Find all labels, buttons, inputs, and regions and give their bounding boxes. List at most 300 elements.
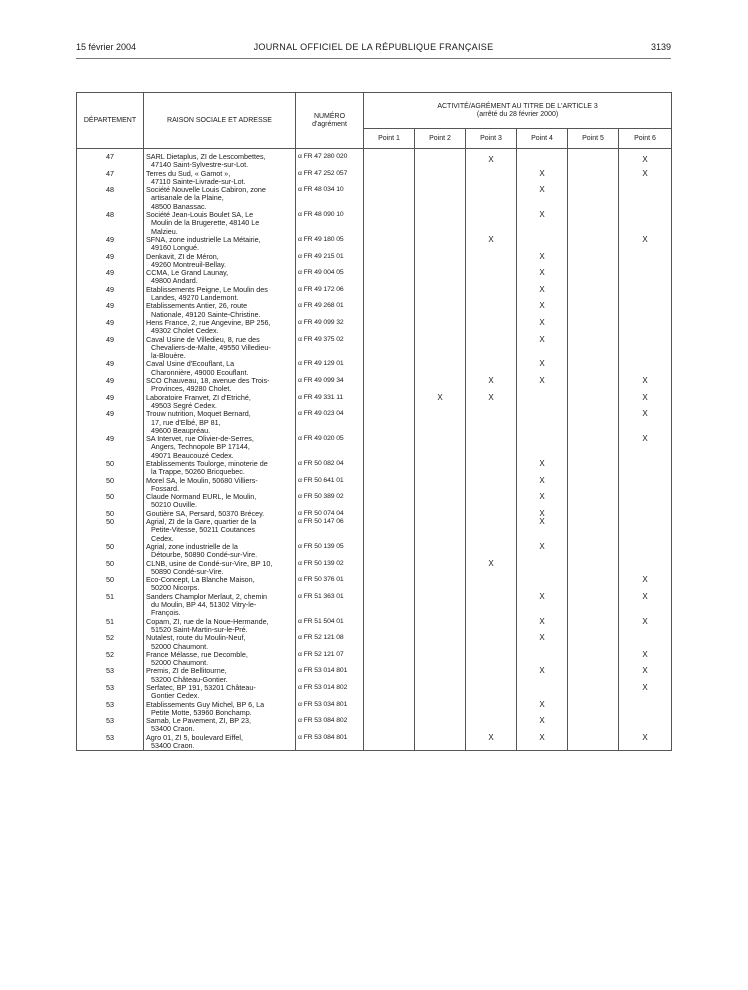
point-2-cell bbox=[415, 360, 466, 377]
address-line: Serfatec, BP 191, 53201 Château- bbox=[146, 684, 256, 692]
departement-cell: 50 bbox=[77, 460, 144, 477]
table-body bbox=[77, 149, 672, 751]
table-row bbox=[77, 186, 672, 211]
point-2-cell bbox=[415, 286, 466, 303]
x-mark: X bbox=[642, 592, 648, 601]
x-mark: X bbox=[539, 360, 545, 369]
raison-sociale-cell bbox=[144, 576, 296, 593]
raison-sociale-cell bbox=[144, 286, 296, 303]
raison-sociale-cell bbox=[144, 493, 296, 510]
point-3-cell bbox=[466, 236, 517, 253]
point-6-cell bbox=[619, 510, 672, 518]
point-4-cell bbox=[517, 510, 568, 518]
point-5-cell bbox=[568, 360, 619, 377]
raison-sociale-cell bbox=[144, 518, 296, 543]
point-5-cell bbox=[568, 286, 619, 303]
departement-cell: 50 bbox=[77, 560, 144, 577]
point-4-cell bbox=[517, 667, 568, 684]
point-6-cell bbox=[619, 302, 672, 319]
point-3-cell bbox=[466, 576, 517, 593]
address-line: 47110 Sainte-Livrade-sur-Lot. bbox=[151, 176, 246, 186]
x-mark: X bbox=[539, 459, 545, 468]
x-mark: X bbox=[539, 335, 545, 344]
raison-sociale-cell bbox=[144, 269, 296, 286]
numero-agrement-cell: α FR 50 139 02 bbox=[296, 560, 364, 577]
table-row bbox=[77, 667, 672, 684]
point-3-cell bbox=[466, 477, 517, 494]
point-4-cell bbox=[517, 253, 568, 270]
x-mark: X bbox=[539, 717, 545, 726]
x-mark: X bbox=[488, 155, 494, 164]
point-6-cell bbox=[619, 618, 672, 635]
address-line: Claude Normand EURL, le Moulin, bbox=[146, 493, 257, 502]
address-line: 52000 Chaumont. bbox=[151, 658, 209, 668]
point-2-cell bbox=[415, 701, 466, 718]
point-6-cell bbox=[619, 634, 672, 651]
col-header-point: Point 5 bbox=[568, 129, 619, 149]
x-mark: X bbox=[488, 377, 494, 386]
departement-cell: 51 bbox=[77, 593, 144, 618]
address-line: SARL Dietaplus, ZI de Lescombettes, bbox=[146, 152, 266, 161]
point-6-cell bbox=[619, 394, 672, 411]
point-1-cell bbox=[364, 667, 415, 684]
point-6-cell bbox=[619, 543, 672, 560]
address-line: Caval Usine d'Ecouflant, La bbox=[146, 360, 235, 369]
point-5-cell bbox=[568, 734, 619, 751]
departement-cell: 50 bbox=[77, 477, 144, 494]
address-line: Agrial, zone industrielle de la bbox=[146, 542, 238, 551]
numero-agrement-cell: α FR 51 504 01 bbox=[296, 618, 364, 635]
raison-sociale-cell bbox=[144, 651, 296, 668]
departement-cell: 49 bbox=[77, 302, 144, 319]
address-line: Goutière SA, Persard, 50370 Brécey. bbox=[146, 509, 265, 518]
point-3-cell bbox=[466, 518, 517, 543]
point-5-cell bbox=[568, 269, 619, 286]
point-1-cell bbox=[364, 684, 415, 701]
raison-sociale-cell bbox=[144, 543, 296, 560]
address-line: 53400 Craon. bbox=[151, 741, 195, 751]
point-6-cell bbox=[619, 518, 672, 543]
address-line: Samab, Le Pavement, ZI, BP 23, bbox=[146, 717, 251, 726]
x-mark: X bbox=[539, 700, 545, 709]
numero-agrement-cell: α FR 51 363 01 bbox=[296, 593, 364, 618]
raison-sociale-cell bbox=[144, 510, 296, 518]
address-line: 48500 Banassac. bbox=[151, 201, 207, 211]
point-1-cell bbox=[364, 717, 415, 734]
table-row bbox=[77, 701, 672, 718]
point-1-cell bbox=[364, 360, 415, 377]
point-3-cell bbox=[466, 394, 517, 411]
raison-sociale-cell bbox=[144, 717, 296, 734]
x-mark: X bbox=[539, 542, 545, 551]
point-3-cell bbox=[466, 435, 517, 460]
point-5-cell bbox=[568, 510, 619, 518]
x-mark: X bbox=[539, 285, 545, 294]
point-4-cell bbox=[517, 477, 568, 494]
point-4-cell bbox=[517, 717, 568, 734]
point-3-cell bbox=[466, 302, 517, 319]
numero-agrement-cell: α FR 50 376 01 bbox=[296, 576, 364, 593]
departement-cell: 48 bbox=[77, 211, 144, 236]
x-mark: X bbox=[539, 211, 545, 220]
point-6-cell bbox=[619, 410, 672, 435]
point-2-cell bbox=[415, 269, 466, 286]
col-header-point: Point 2 bbox=[415, 129, 466, 149]
point-6-cell bbox=[619, 170, 672, 187]
point-5-cell bbox=[568, 460, 619, 477]
address-line: 47140 Saint-Sylvestre-sur-Lot. bbox=[151, 160, 249, 170]
point-3-cell bbox=[466, 211, 517, 236]
departement-cell: 50 bbox=[77, 510, 144, 518]
point-6-cell bbox=[619, 734, 672, 751]
point-1-cell bbox=[364, 543, 415, 560]
address-line: Eco-Concept, La Blanche Maison, bbox=[146, 576, 255, 585]
point-3-cell bbox=[466, 543, 517, 560]
table-row bbox=[77, 460, 672, 477]
raison-sociale-cell bbox=[144, 253, 296, 270]
point-4-cell bbox=[517, 410, 568, 435]
point-1-cell bbox=[364, 410, 415, 435]
point-6-cell bbox=[619, 560, 672, 577]
address-line: Nutalest, route du Moulin-Neuf, bbox=[146, 634, 246, 643]
point-2-cell bbox=[415, 377, 466, 394]
point-6-cell bbox=[619, 435, 672, 460]
point-4-cell bbox=[517, 336, 568, 361]
point-1-cell bbox=[364, 618, 415, 635]
point-6-cell bbox=[619, 377, 672, 394]
address-line: CLNB, usine de Condé-sur-Vire, BP 10, bbox=[146, 559, 273, 568]
raison-sociale-cell bbox=[144, 394, 296, 411]
table-row bbox=[77, 394, 672, 411]
point-3-cell bbox=[466, 684, 517, 701]
x-mark: X bbox=[642, 235, 648, 244]
point-2-cell bbox=[415, 186, 466, 211]
point-2-cell bbox=[415, 170, 466, 187]
address-line: la-Blouère. bbox=[151, 351, 186, 361]
point-1-cell bbox=[364, 734, 415, 751]
table-row bbox=[77, 510, 672, 518]
departement-cell: 47 bbox=[77, 149, 144, 170]
point-6-cell bbox=[619, 684, 672, 701]
departement-cell: 50 bbox=[77, 493, 144, 510]
point-6-cell bbox=[619, 460, 672, 477]
raison-sociale-cell bbox=[144, 186, 296, 211]
point-5-cell bbox=[568, 435, 619, 460]
departement-cell: 49 bbox=[77, 236, 144, 253]
point-1-cell bbox=[364, 477, 415, 494]
col-header-point: Point 1 bbox=[364, 129, 415, 149]
address-line: Terres du Sud, « Gamot », bbox=[146, 169, 231, 178]
point-1-cell bbox=[364, 634, 415, 651]
numero-agrement-cell: α FR 48 090 10 bbox=[296, 211, 364, 236]
point-5-cell bbox=[568, 593, 619, 618]
address-line: Sanders Champlor Merlaut, 2, chemin bbox=[146, 592, 268, 601]
col-header-raison-sociale: RAISON SOCIALE ET ADRESSE bbox=[144, 93, 296, 149]
address-line: 51520 Saint-Martin-sur-le-Pré. bbox=[151, 624, 248, 634]
table-row bbox=[77, 477, 672, 494]
address-line: 53200 Château-Gontier. bbox=[151, 674, 228, 684]
numero-agrement-cell: α FR 52 121 08 bbox=[296, 634, 364, 651]
address-line: Petite Motte, 53960 Bonchamp. bbox=[151, 707, 252, 717]
x-mark: X bbox=[539, 269, 545, 278]
address-line: Landes, 49270 Landemont. bbox=[151, 293, 239, 303]
departement-cell: 53 bbox=[77, 667, 144, 684]
point-2-cell bbox=[415, 560, 466, 577]
point-6-cell bbox=[619, 253, 672, 270]
raison-sociale-cell bbox=[144, 149, 296, 170]
point-6-cell bbox=[619, 319, 672, 336]
address-line: Société Jean-Louis Boulet SA, Le bbox=[146, 211, 254, 220]
point-3-cell bbox=[466, 410, 517, 435]
numero-agrement-cell: α FR 49 099 34 bbox=[296, 377, 364, 394]
address-line: Moulin de la Brugerette, 48140 Le bbox=[151, 218, 260, 228]
raison-sociale-cell bbox=[144, 319, 296, 336]
address-line: 52000 Chaumont. bbox=[151, 641, 209, 651]
point-4-cell bbox=[517, 319, 568, 336]
point-3-cell bbox=[466, 493, 517, 510]
table-row bbox=[77, 410, 672, 435]
point-3-cell bbox=[466, 253, 517, 270]
point-6-cell bbox=[619, 186, 672, 211]
table-row bbox=[77, 717, 672, 734]
address-line: SCO Chauveau, 18, avenue des Trois- bbox=[146, 377, 270, 386]
numero-agrement-cell: α FR 50 641 01 bbox=[296, 477, 364, 494]
address-line: Charonnière, 49000 Ecouflant. bbox=[151, 367, 249, 377]
table-row bbox=[77, 493, 672, 510]
point-5-cell bbox=[568, 651, 619, 668]
table-row bbox=[77, 593, 672, 618]
point-2-cell bbox=[415, 493, 466, 510]
address-line: Laboratoire Franvet, ZI d'Etriché, bbox=[146, 393, 251, 402]
point-6-cell bbox=[619, 360, 672, 377]
activite-header-line: (arrêté du 28 février 2000) bbox=[476, 110, 559, 118]
table-header bbox=[77, 93, 672, 149]
point-5-cell bbox=[568, 410, 619, 435]
point-6-cell bbox=[619, 576, 672, 593]
point-1-cell bbox=[364, 651, 415, 668]
point-6-cell bbox=[619, 211, 672, 236]
point-2-cell bbox=[415, 684, 466, 701]
point-4-cell bbox=[517, 684, 568, 701]
point-6-cell bbox=[619, 477, 672, 494]
point-1-cell bbox=[364, 302, 415, 319]
x-mark: X bbox=[539, 252, 545, 261]
address-line: 50210 Ouville. bbox=[151, 500, 197, 510]
table-row bbox=[77, 302, 672, 319]
x-mark: X bbox=[539, 518, 545, 527]
point-4-cell bbox=[517, 186, 568, 211]
point-2-cell bbox=[415, 734, 466, 751]
departement-cell: 53 bbox=[77, 734, 144, 751]
numero-agrement-cell: α FR 50 139 05 bbox=[296, 543, 364, 560]
point-2-cell bbox=[415, 394, 466, 411]
numero-agrement-cell: α FR 52 121 07 bbox=[296, 651, 364, 668]
x-mark: X bbox=[642, 667, 648, 676]
raison-sociale-cell bbox=[144, 460, 296, 477]
departement-cell: 49 bbox=[77, 410, 144, 435]
raison-sociale-cell bbox=[144, 377, 296, 394]
point-3-cell bbox=[466, 149, 517, 170]
point-1-cell bbox=[364, 493, 415, 510]
table-row bbox=[77, 377, 672, 394]
point-3-cell bbox=[466, 269, 517, 286]
point-5-cell bbox=[568, 560, 619, 577]
address-line: Hens France, 2, rue Angevine, BP 256, bbox=[146, 318, 271, 327]
address-line: Cedex. bbox=[151, 533, 174, 543]
point-6-cell bbox=[619, 336, 672, 361]
address-line: 50890 Condé-sur-Vire. bbox=[151, 566, 224, 576]
point-5-cell bbox=[568, 684, 619, 701]
x-mark: X bbox=[539, 667, 545, 676]
point-1-cell bbox=[364, 435, 415, 460]
numero-agrement-cell: α FR 49 023 04 bbox=[296, 410, 364, 435]
address-line: Copam, ZI, rue de la Noue-Hermande, bbox=[146, 617, 269, 626]
point-6-cell bbox=[619, 593, 672, 618]
numero-header-line: d'agrément bbox=[312, 120, 347, 128]
point-1-cell bbox=[364, 460, 415, 477]
point-2-cell bbox=[415, 543, 466, 560]
x-mark: X bbox=[539, 617, 545, 626]
point-2-cell bbox=[415, 477, 466, 494]
point-5-cell bbox=[568, 253, 619, 270]
departement-cell: 49 bbox=[77, 360, 144, 377]
point-1-cell bbox=[364, 186, 415, 211]
x-mark: X bbox=[539, 634, 545, 643]
departement-cell: 52 bbox=[77, 634, 144, 651]
point-4-cell bbox=[517, 576, 568, 593]
table-row bbox=[77, 319, 672, 336]
point-1-cell bbox=[364, 236, 415, 253]
point-3-cell bbox=[466, 319, 517, 336]
point-3-cell bbox=[466, 170, 517, 187]
numero-agrement-cell: α FR 50 074 04 bbox=[296, 510, 364, 518]
numero-agrement-cell: α FR 53 084 802 bbox=[296, 717, 364, 734]
point-6-cell bbox=[619, 667, 672, 684]
point-1-cell bbox=[364, 510, 415, 518]
point-4-cell bbox=[517, 543, 568, 560]
point-5-cell bbox=[568, 149, 619, 170]
point-6-cell bbox=[619, 149, 672, 170]
departement-cell: 53 bbox=[77, 684, 144, 701]
table-row bbox=[77, 560, 672, 577]
x-mark: X bbox=[539, 318, 545, 327]
numero-agrement-cell: α FR 50 147 06 bbox=[296, 518, 364, 543]
publication-date: 15 février 2004 bbox=[76, 42, 137, 52]
address-line: CCMA, Le Grand Launay, bbox=[146, 269, 229, 278]
point-3-cell bbox=[466, 377, 517, 394]
point-2-cell bbox=[415, 435, 466, 460]
x-mark: X bbox=[488, 393, 494, 402]
point-6-cell bbox=[619, 286, 672, 303]
x-mark: X bbox=[642, 617, 648, 626]
activite-header-line: ACTIVITÉ/AGRÉMENT AU TITRE DE L'ARTICLE 3 bbox=[437, 102, 598, 110]
point-5-cell bbox=[568, 236, 619, 253]
x-mark: X bbox=[488, 235, 494, 244]
address-line: du Moulin, BP 44, 51302 Vitry-le- bbox=[151, 600, 257, 610]
raison-sociale-cell bbox=[144, 618, 296, 635]
x-mark: X bbox=[437, 393, 443, 402]
x-mark: X bbox=[642, 377, 648, 386]
col-header-point: Point 6 bbox=[619, 129, 672, 149]
point-3-cell bbox=[466, 186, 517, 211]
numero-agrement-cell: α FR 49 331 11 bbox=[296, 394, 364, 411]
table-row bbox=[77, 734, 672, 751]
address-line: 17, rue d'Elbé, BP 81, bbox=[151, 417, 221, 427]
point-4-cell bbox=[517, 360, 568, 377]
address-line: 49160 Longué. bbox=[151, 243, 199, 253]
point-4-cell bbox=[517, 460, 568, 477]
numero-agrement-cell: α FR 50 082 04 bbox=[296, 460, 364, 477]
table-row bbox=[77, 211, 672, 236]
point-4-cell bbox=[517, 170, 568, 187]
col-header-numero bbox=[296, 93, 364, 149]
raison-sociale-cell bbox=[144, 360, 296, 377]
departement-cell: 49 bbox=[77, 336, 144, 361]
address-line: Trouw nutrition, Moquet Bernard, bbox=[146, 410, 251, 419]
table-row bbox=[77, 618, 672, 635]
point-5-cell bbox=[568, 667, 619, 684]
x-mark: X bbox=[642, 410, 648, 419]
address-line: Chevaliers-de-Malte, 49550 Villedieu- bbox=[151, 342, 271, 352]
point-4-cell bbox=[517, 560, 568, 577]
table-row bbox=[77, 651, 672, 668]
point-4-cell bbox=[517, 618, 568, 635]
departement-cell: 48 bbox=[77, 186, 144, 211]
point-4-cell bbox=[517, 518, 568, 543]
numero-agrement-cell: α FR 49 215 01 bbox=[296, 253, 364, 270]
departement-cell: 47 bbox=[77, 170, 144, 187]
page-number: 3139 bbox=[650, 42, 671, 52]
col-header-point: Point 3 bbox=[466, 129, 517, 149]
x-mark: X bbox=[642, 576, 648, 585]
point-4-cell bbox=[517, 651, 568, 668]
table-row bbox=[77, 170, 672, 187]
table-row bbox=[77, 634, 672, 651]
point-1-cell bbox=[364, 701, 415, 718]
point-3-cell bbox=[466, 667, 517, 684]
point-1-cell bbox=[364, 377, 415, 394]
point-3-cell bbox=[466, 717, 517, 734]
raison-sociale-cell bbox=[144, 435, 296, 460]
address-line: Premis, ZI de Bellitourne, bbox=[146, 667, 227, 676]
table-row bbox=[77, 435, 672, 460]
raison-sociale-cell bbox=[144, 477, 296, 494]
point-6-cell bbox=[619, 701, 672, 718]
table-row bbox=[77, 253, 672, 270]
address-line: SFNA, zone industrielle La Métairie, bbox=[146, 235, 261, 244]
departement-cell: 49 bbox=[77, 286, 144, 303]
x-mark: X bbox=[539, 493, 545, 502]
col-header-departement: DÉPARTEMENT bbox=[77, 93, 144, 149]
point-1-cell bbox=[364, 211, 415, 236]
point-5-cell bbox=[568, 319, 619, 336]
point-2-cell bbox=[415, 460, 466, 477]
numero-agrement-cell: α FR 53 014 801 bbox=[296, 667, 364, 684]
raison-sociale-cell bbox=[144, 593, 296, 618]
address-line: Fossard. bbox=[151, 483, 179, 493]
point-2-cell bbox=[415, 236, 466, 253]
point-3-cell bbox=[466, 701, 517, 718]
raison-sociale-cell bbox=[144, 302, 296, 319]
point-5-cell bbox=[568, 377, 619, 394]
address-line: 49503 Segré Cedex. bbox=[151, 400, 217, 410]
raison-sociale-cell bbox=[144, 410, 296, 435]
raison-sociale-cell bbox=[144, 170, 296, 187]
numero-agrement-cell: α FR 47 280 020 bbox=[296, 149, 364, 170]
address-line: Morel SA, le Moulin, 50680 Villiers- bbox=[146, 476, 258, 485]
point-2-cell bbox=[415, 618, 466, 635]
x-mark: X bbox=[642, 733, 648, 742]
